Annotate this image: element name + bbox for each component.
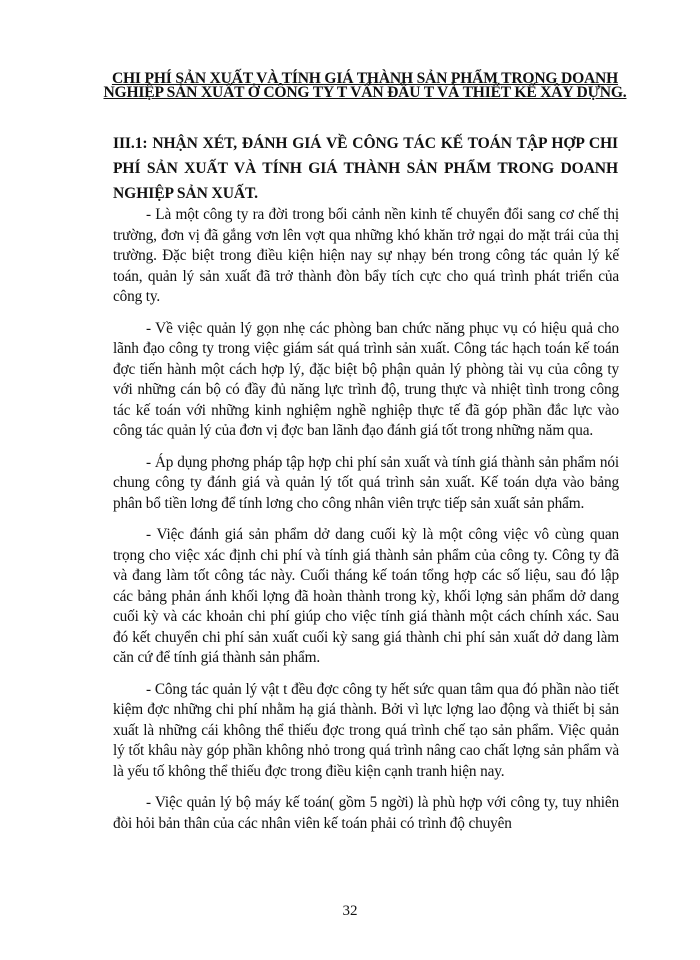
chapter-title: CHI PHÍ SẢN XUẤT VÀ TÍNH GIÁ THÀNH SẢN PHẨM TRONG DOANH NGHIỆP SẢN XUẤT Ở CÔNG TY T VẤN ĐẦU T VÀ THIẾT KẾ XÂY DỰNG. [103,70,627,101]
paragraph: - Áp dụng phơng pháp tập hợp chi phí sản xuất và tính giá thành sản phẩm nói chung công ty đánh giá và quản lý tốt quá trình sản xuất. Kế toán dựa vào bảng phân bổ tiền lơng để tính lơng cho công nhân viên trực tiếp sản xuất sản phẩm. [113,453,619,512]
page-number: 32 [342,903,358,919]
section-heading: III.1: NHẬN XÉT, ĐÁNH GIÁ VỀ CÔNG TÁC KẾ TOÁN TẬP HỢP CHI PHÍ SẢN XUẤT VÀ TÍNH GIÁ THÀNH SẢN PHẨM TRONG DOANH NGHIỆP SẢN XUẤT. [113,135,618,202]
paragraph: - Việc đánh giá sản phẩm dở dang cuối kỳ là một công việc vô cùng quan trọng cho việc xác định chi phí và tính giá thành sản phẩm của công ty. Công ty đã và đang làm tốt công tác này. Cuối tháng kế toán tổng hợp các số liệu, sau đó lập các bảng phản ánh khối lợng đã hoàn thành trong kỳ, khối lợng sản phẩm dở dang cuối kỳ và các khoản chi phí giúp cho việc tính giá thành một cách chính xác. Sau đó kết chuyển chi phí sản xuất cuối kỳ sang giá thành chi phí sản xuất dở dang làm căn cứ để tính giá thành sản phẩm. [113,526,619,666]
paragraph: - Là một công ty ra đời trong bối cảnh nền kinh tế chuyển đổi sang cơ chế thị trường, đơn vị đã gắng vơn lên vợt qua những khó khăn trở ngại do mặt trái của thị trường. Đặc biệt trong điều kiện hiện nay sự nhạy bén trong công tác quản lý kế toán, quản lý sản xuất đã trở thành đòn bẩy tích cực cho quá trình phát triển của công ty. [113,206,619,305]
body-text [113,205,619,845]
paragraph: - Việc quản lý bộ máy kế toán( gồm 5 ngời) là phù hợp với công ty, tuy nhiên đòi hỏi bản thân của các nhân viên kế toán phải có trình độ chuyên [113,794,619,832]
paragraph: - Công tác quản lý vật t đều đợc công ty hết sức quan tâm qua đó phần nào tiết kiệm đợc những chi phí nhằm hạ giá thành. Bởi vì lực lợng lao động và thiết bị sản xuất là những cái không thể thiếu đợc trong quá trình chế tạo sản phẩm. Việc quản lý tốt khâu này góp phần không nhỏ trong quá trình nâng cao chất lợng sản phẩm và là yếu tố không thể thiếu đợc trong điều kiện cạnh tranh hiện nay. [113,680,619,780]
paragraph: - Về việc quản lý gọn nhẹ các phòng ban chức năng phục vụ có hiệu quả cho lãnh đạo công ty trong việc giám sát quá trình sản xuất. Công tác hạch toán kế toán đợc tiến hành một cách hợp lý, đặc biệt bộ phận quản lý phòng tài vụ của công ty với những cán bộ có đầy đủ năng lực trình độ, trung thực và nhiệt tình trong công tác kế toán với những kinh nghiệm nghề nghiệp thực tế đã góp phần đắc lực vào công tác quản lý của đơn vị đợc ban lãnh đạo đánh giá tốt trong những năm qua. [113,319,619,439]
